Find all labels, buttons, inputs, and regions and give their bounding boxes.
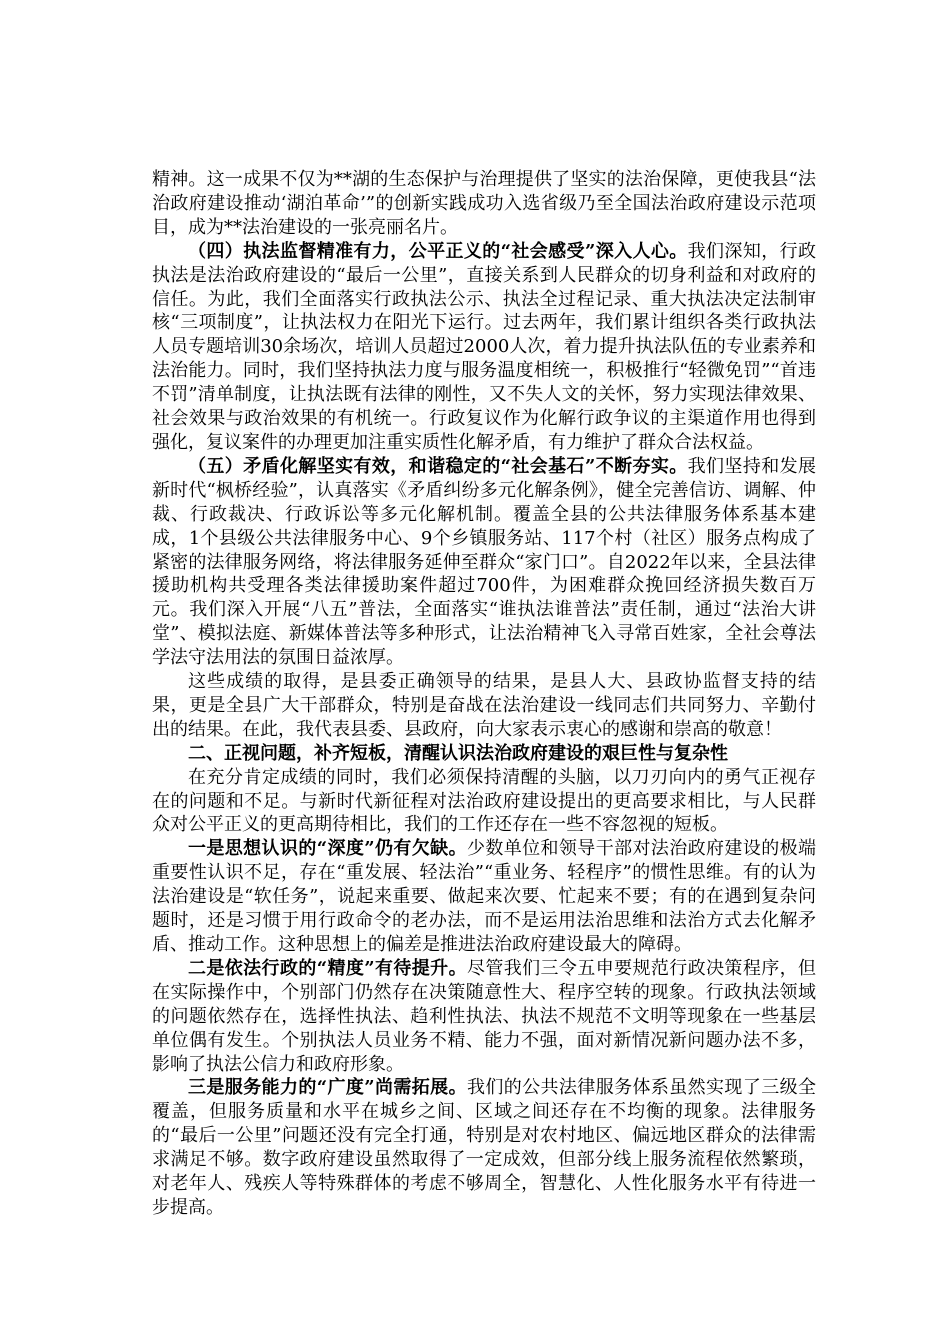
paragraph-6 — [152, 766, 816, 838]
paragraph-8-text: 尽管我们三令五申要规范行政决策程序，但在实际操作中，个别部门仍然存在决策随意性大、程序空转的现象。行政执法领域的问题依然存在，选择性执法、趋利性执法、执法不规范不文明等现象在一些基层单位偶有发生。个别执法人员业务不精、能力不强，面对新情况新问题办法不多，影响了执法公信力和政府形象。 — [152, 957, 816, 1075]
issue-three-heading: 三是服务能力的“广度”尚需拓展。 — [188, 1077, 467, 1099]
paragraph-7-text: 少数单位和领导干部对法治政府建设的极端重要性认识不足，存在“重发展、轻法治”“重业务、轻程序”的惯性思维。有的认为法治建设是“软任务”，说起来重要、做起来次要、忙起来不要；有的在遇到复杂问题时，还是习惯于用行政命令的老办法，而不是运用法治思维和法治方式去化解矛盾、推动工作。这种思想上的偏差是推进法治政府建设最大的障碍。 — [152, 838, 816, 955]
paragraph-2-text: 我们深知，行政执法是法治政府建设的“最后一公里”，直接关系到人民群众的切身利益和对政府的信任。为此，我们全面落实行政执法公示、执法全过程记录、重大执法决定法制审核“三项制度”，让执法权力在阳光下运行。过去两年，我们累计组织各类行政执法人员专题培训30余场次，培训人员超过2000人次，着力提升执法队伍的专业素养和法治能力。同时，我们坚持执法力度与服务温度相统一，积极推行“轻微免罚”“首违不罚”清单制度，让执法既有法律的刚性，又不失人文的关怀，努力实现法律效果、社会效果与政治效果的有机统一。行政复议作为化解行政争议的主渠道作用也得到强化，复议案件的办理更加注重实质性化解矛盾，有力维护了群众合法权益。 — [152, 240, 816, 453]
paragraph-9-text: 我们的公共法律服务体系虽然实现了三级全覆盖，但服务质量和水平在城乡之间、区域之间还存在不均衡的现象。法律服务的“最后一公里”问题还没有完全打通，特别是对农村地区、偏远地区群众的法律需求满足不够。数字政府建设虽然取得了一定成效，但部分线上服务流程依然繁琐，对老年人、残疾人等特殊群体的考虑不够周全，智慧化、人性化服务水平有待进一步提高。 — [152, 1077, 816, 1218]
paragraph-4-text: 这些成绩的取得，是县委正确领导的结果，是县人大、县政协监督支持的结果，更是全县广大干部群众，特别是奋战在法治建设一线同志们共同努力、辛勤付出的结果。在此，我代表县委、县政府，向大家表示衷心的感谢和崇高的敬意！ — [152, 671, 816, 740]
part-two-heading — [152, 742, 816, 766]
paragraph-1-text: 精神。这一成果不仅为**湖的生态保护与治理提供了坚实的法治保障，更使我县“法治政府建设推动‘湖泊革命’”的创新实践成功入选省级乃至全国法治政府建设示范项目，成为**法治建设的一张亮丽名片。 — [152, 169, 816, 238]
paragraph-4 — [152, 670, 816, 742]
issue-one-heading: 一是思想认识的“深度”仍有欠缺。 — [188, 838, 467, 860]
paragraph-1 — [152, 168, 816, 240]
paragraph-6-text: 在充分肯定成绩的同时，我们必须保持清醒的头脑，以刀刃向内的勇气正视存在的问题和不足。与新时代新征程对法治政府建设提出的更高要求相比，与人民群众对公平正义的更高期待相比，我们的工作还存在一些不容忽视的短板。 — [152, 766, 816, 836]
document-page — [152, 168, 816, 1220]
paragraph-9 — [152, 1076, 816, 1219]
paragraph-2 — [152, 240, 816, 455]
paragraph-7 — [152, 837, 816, 957]
section-four-heading: （四）执法监督精准有力，公平正义的“社会感受”深入人心。 — [188, 240, 688, 262]
issue-two-heading: 二是依法行政的“精度”有待提升。 — [188, 957, 467, 979]
part-two-heading-text: 二、正视问题，补齐短板，清醒认识法治政府建设的艰巨性与复杂性 — [188, 742, 728, 764]
section-five-heading: （五）矛盾化解坚实有效，和谐稳定的“社会基石”不断夯实。 — [188, 455, 688, 477]
paragraph-3 — [152, 455, 816, 670]
paragraph-8 — [152, 957, 816, 1077]
paragraph-3-text: 我们坚持和发展新时代“枫桥经验”，认真落实《矛盾纠纷多元化解条例》，健全完善信访、调解、仲裁、行政裁决、行政诉讼等多元化解机制。覆盖全县的公共法律服务体系基本建成，1个县级公共法律服务中心、9个乡镇服务站、117个村（社区）服务点构成了紧密的法律服务网络，将法律服务延伸至群众“家门口”。自2022年以来，全县法律援助机构共受理各类法律援助案件超过700件，为困难群众挽回经济损失数百万元。我们深入开展“八五”普法，全面落实“谁执法谁普法”责任制，通过“法治大讲堂”、模拟法庭、新媒体普法等多种形式，让法治精神飞入寻常百姓家，全社会尊法学法守法用法的氛围日益浓厚。 — [152, 455, 816, 669]
